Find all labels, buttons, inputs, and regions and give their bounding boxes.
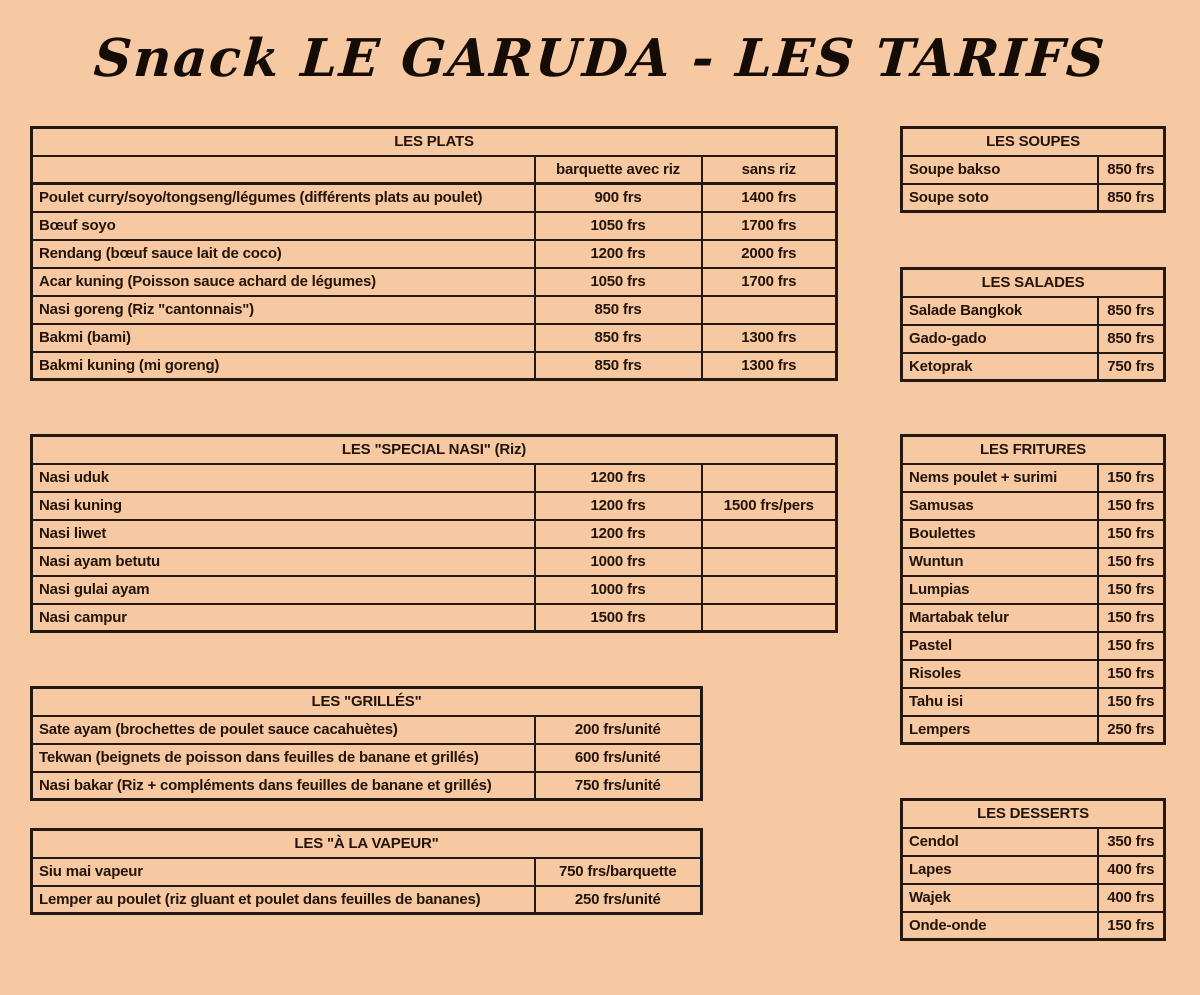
menu-item-name: Nasi uduk [32,464,535,492]
table-row [902,492,1165,520]
table-row [902,353,1165,381]
menu-item-price: 1400 frs [702,184,837,212]
table-row [902,688,1165,716]
menu-item-price: 850 frs [1098,297,1165,325]
table-title-row [902,800,1165,828]
menu-item-price: 1050 frs [535,268,702,296]
menu-item-price: 1200 frs [535,240,702,268]
menu-item-name: Nasi goreng (Riz "cantonnais") [32,296,535,324]
table-les-grilles [30,686,703,801]
menu-item-price: 750 frs/barquette [535,858,702,886]
menu-item-price: 1200 frs [535,520,702,548]
menu-item-price: 1500 frs [535,604,702,632]
table-title: LES PLATS [32,128,837,156]
menu-item-price: 350 frs [1098,828,1165,856]
table-title-row [32,128,837,156]
menu-item-price: 1700 frs [702,268,837,296]
table-body [32,184,837,380]
menu-item-name: Wuntun [902,548,1098,576]
table-row [32,464,837,492]
table-body [902,156,1165,212]
menu-item-name: Nasi bakar (Riz + compléments dans feuilles de banane et grillés) [32,772,535,800]
table-row [902,716,1165,744]
column-header-sans-riz: sans riz [702,156,837,184]
table-les-plats [30,126,838,381]
table-row [902,604,1165,632]
table-row [902,660,1165,688]
table-body [902,828,1165,940]
menu-item-name: Siu mai vapeur [32,858,535,886]
menu-item-price: 1050 frs [535,212,702,240]
table-row [32,858,702,886]
menu-item-name: Ketoprak [902,353,1098,381]
menu-item-name: Acar kuning (Poisson sauce achard de légumes) [32,268,535,296]
table-row [902,520,1165,548]
menu-item-price: 750 frs/unité [535,772,702,800]
menu-item-name: Poulet curry/soyo/tongseng/légumes (différents plats au poulet) [32,184,535,212]
menu-item-price [702,576,837,604]
menu-item-price: 400 frs [1098,856,1165,884]
menu-item-price [702,548,837,576]
table-row [902,548,1165,576]
table-title: LES FRITURES [902,436,1165,464]
table-les-desserts [900,798,1166,941]
menu-item-name: Samusas [902,492,1098,520]
menu-item-price: 150 frs [1098,604,1165,632]
column-header-barquette-avec-riz: barquette avec riz [535,156,702,184]
menu-item-price [702,464,837,492]
menu-item-price: 150 frs [1098,548,1165,576]
table-title-row [32,688,702,716]
table-row [32,576,837,604]
table-les-a-la-vapeur [30,828,703,915]
menu-item-name: Risoles [902,660,1098,688]
menu-item-name: Nasi kuning [32,492,535,520]
table-row [32,886,702,914]
menu-item-name: Salade Bangkok [902,297,1098,325]
table-row [902,828,1165,856]
table-row [32,520,837,548]
menu-item-price: 850 frs [1098,156,1165,184]
table-title: LES SALADES [902,269,1165,297]
menu-item-price: 150 frs [1098,492,1165,520]
table-row [32,184,837,212]
menu-item-price: 150 frs [1098,660,1165,688]
menu-item-price: 150 frs [1098,464,1165,492]
table-body [902,464,1165,744]
page-title: Snack LE GARUDA - LES TARIFS [91,28,1109,89]
table-title-row [32,436,837,464]
menu-item-price: 250 frs/unité [535,886,702,914]
menu-item-name: Lempers [902,716,1098,744]
column-header-empty [32,156,535,184]
menu-item-name: Nasi ayam betutu [32,548,535,576]
menu-item-name: Tahu isi [902,688,1098,716]
menu-item-price: 1500 frs/pers [702,492,837,520]
table-row [32,352,837,380]
menu-item-name: Nasi campur [32,604,535,632]
menu-item-name: Martabak telur [902,604,1098,632]
table-row [902,156,1165,184]
menu-item-price: 2000 frs [702,240,837,268]
menu-item-price: 400 frs [1098,884,1165,912]
menu-item-price: 1200 frs [535,492,702,520]
table-row [32,744,702,772]
table-row [32,772,702,800]
table-row [32,212,837,240]
menu-item-price: 200 frs/unité [535,716,702,744]
table-row [902,576,1165,604]
table-body [902,297,1165,381]
menu-item-name: Bœuf soyo [32,212,535,240]
menu-item-name: Soupe soto [902,184,1098,212]
menu-item-price: 150 frs [1098,912,1165,940]
menu-item-name: Bakmi kuning (mi goreng) [32,352,535,380]
menu-item-price: 850 frs [1098,325,1165,353]
table-body [32,464,837,632]
table-row [32,324,837,352]
menu-item-name: Lapes [902,856,1098,884]
menu-item-price [702,296,837,324]
table-row [902,297,1165,325]
menu-item-price: 850 frs [1098,184,1165,212]
table-row [902,632,1165,660]
menu-item-price: 1700 frs [702,212,837,240]
menu-item-price: 1000 frs [535,576,702,604]
table-body [32,716,702,800]
menu-item-name: Onde-onde [902,912,1098,940]
menu-item-name: Sate ayam (brochettes de poulet sauce cacahuètes) [32,716,535,744]
table-row [32,716,702,744]
menu-item-price: 150 frs [1098,688,1165,716]
menu-item-name: Gado-gado [902,325,1098,353]
table-les-fritures [900,434,1166,745]
table-title-row [32,830,702,858]
table-title: LES "SPECIAL NASI" (Riz) [32,436,837,464]
menu-item-name: Wajek [902,884,1098,912]
menu-item-price: 1300 frs [702,352,837,380]
menu-item-price [702,520,837,548]
table-title-row [902,269,1165,297]
table-row [32,492,837,520]
menu-item-name: Nems poulet + surimi [902,464,1098,492]
menu-item-name: Tekwan (beignets de poisson dans feuilles de banane et grillés) [32,744,535,772]
table-row [32,296,837,324]
table-title-row [902,128,1165,156]
table-row [902,325,1165,353]
table-row [32,548,837,576]
menu-item-name: Lemper au poulet (riz gluant et poulet dans feuilles de bananes) [32,886,535,914]
menu-item-name: Nasi gulai ayam [32,576,535,604]
menu-item-name: Boulettes [902,520,1098,548]
table-row [32,268,837,296]
table-row [902,184,1165,212]
table-title: LES "GRILLÉS" [32,688,702,716]
menu-item-name: Nasi liwet [32,520,535,548]
table-row [902,856,1165,884]
column-header-row [32,156,837,184]
menu-item-price: 850 frs [535,296,702,324]
menu-item-price: 150 frs [1098,520,1165,548]
table-title-row [902,436,1165,464]
table-les-special-nasi [30,434,838,633]
menu-item-price: 900 frs [535,184,702,212]
menu-item-price: 250 frs [1098,716,1165,744]
menu-item-price: 600 frs/unité [535,744,702,772]
table-row [902,912,1165,940]
menu-item-name: Cendol [902,828,1098,856]
table-title: LES DESSERTS [902,800,1165,828]
table-row [32,240,837,268]
menu-item-price: 750 frs [1098,353,1165,381]
menu-item-price: 1000 frs [535,548,702,576]
table-body [32,858,702,914]
table-title: LES "À LA VAPEUR" [32,830,702,858]
table-title: LES SOUPES [902,128,1165,156]
table-les-soupes [900,126,1166,213]
table-row [32,604,837,632]
menu-item-price: 150 frs [1098,632,1165,660]
menu-item-price: 1200 frs [535,464,702,492]
menu-item-price [702,604,837,632]
menu-item-name: Rendang (bœuf sauce lait de coco) [32,240,535,268]
table-les-salades [900,267,1166,382]
menu-item-name: Soupe bakso [902,156,1098,184]
menu-item-price: 850 frs [535,352,702,380]
menu-item-price: 1300 frs [702,324,837,352]
table-row [902,464,1165,492]
menu-item-name: Bakmi (bami) [32,324,535,352]
menu-item-price: 850 frs [535,324,702,352]
menu-item-name: Pastel [902,632,1098,660]
menu-item-name: Lumpias [902,576,1098,604]
table-row [902,884,1165,912]
menu-item-price: 150 frs [1098,576,1165,604]
